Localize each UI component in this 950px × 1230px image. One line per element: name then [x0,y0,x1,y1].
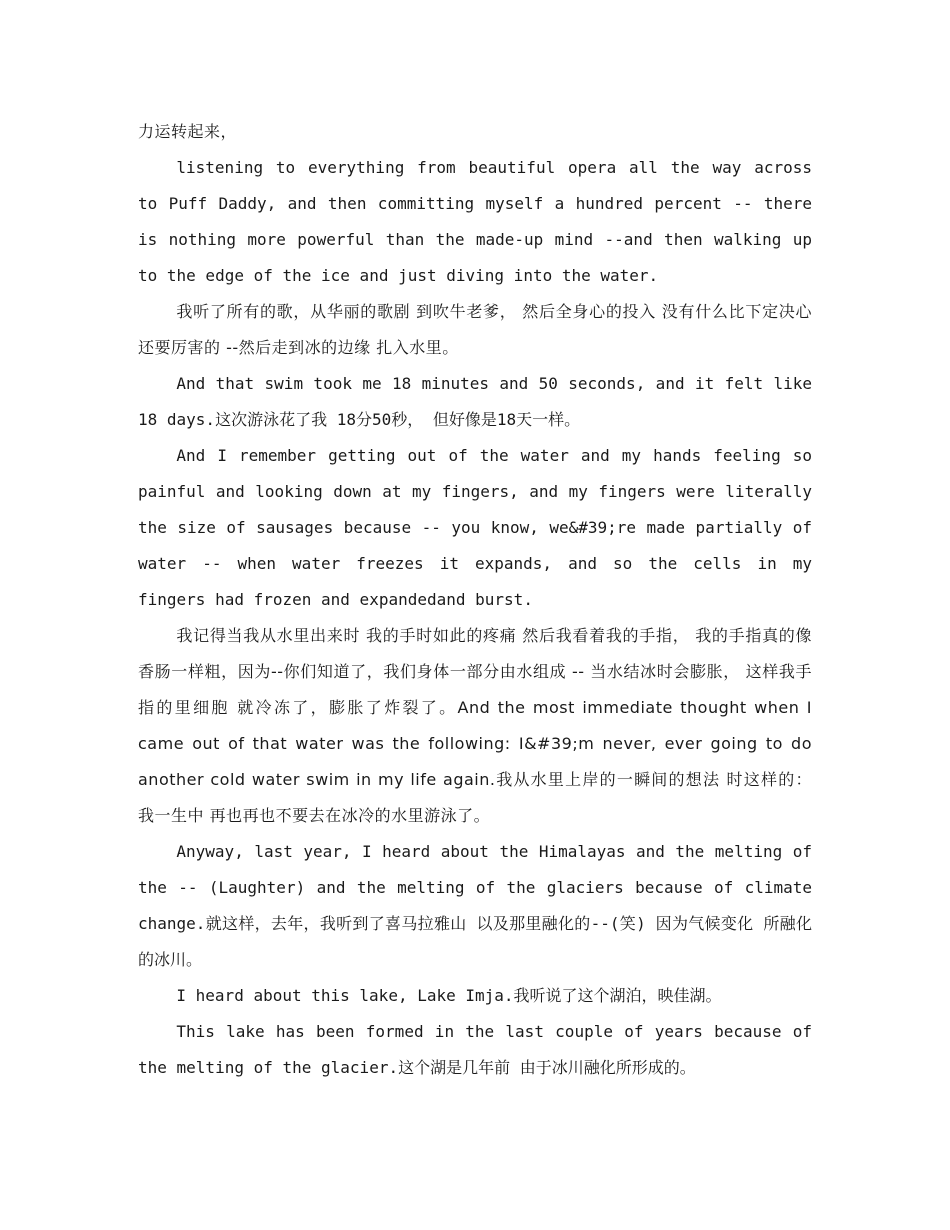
paragraph-chinese-fingers: 我记得当我从水里出来时 我的手时如此的疼痛 然后我看着我的手指， 我的手指真的像香肠一样粗，因为--你们知道了，我们身体一部分由水组成 -- 当水结冰时会膨胀， 这样我手指的里细胞 就冷冻了，膨胀了炸裂了。And the most immediate thought when I came out of that water was the following: I&#39;m never, ever going to do another cold water swim in my life again.我从水里上岸的一瞬间的想法 时这样的： 我一生中 再也再也不要去在冰冷的水里游泳了。 [138,626,812,825]
document-page [138,114,812,1086]
paragraph-english-fingers: And I remember getting out of the water and my hands feeling so painful and looking down at my fingers, and my fingers were literally the size of sausages because -- you know, we&#39;re made partially of water -- when water freezes it expands, and so the cells in my fingers had frozen and expandedand burst. [138,446,812,609]
paragraph-himalayas: Anyway, last year, I heard about the Himalayas and the melting of the -- (Laughter) and the melting of the glaciers because of climate change.就这样，去年，我听到了喜马拉雅山 以及那里融化的--(笑) 因为气候变化 所融化的冰川。 [138,842,812,969]
paragraph-continuation: 力运转起来， [138,122,238,141]
paragraph-lake-formed: This lake has been formed in the last couple of years because of the melting of the glacier.这个湖是几年前 由于冰川融化所形成的。 [138,1022,812,1077]
paragraph-swim-duration: And that swim took me 18 minutes and 50 seconds, and it felt like 18 days.这次游泳花了我 18分50秒， 但好像是18天一样。 [138,374,812,429]
paragraph-chinese-opera: 我听了所有的歌，从华丽的歌剧 到吹牛老爹， 然后全身心的投入 没有什么比下定决心还要厉害的 --然后走到冰的边缘 扎入水里。 [138,302,812,357]
paragraph-english-opera: listening to everything from beautiful opera all the way across to Puff Daddy, and then committing myself a hundred percent -- there is nothing more powerful than the made-up mind --and then walking up to the edge of the ice and just diving into the water. [138,158,812,285]
paragraph-lake-imja: I heard about this lake, Lake Imja.我听说了这个湖泊，映佳湖。 [176,986,722,1005]
